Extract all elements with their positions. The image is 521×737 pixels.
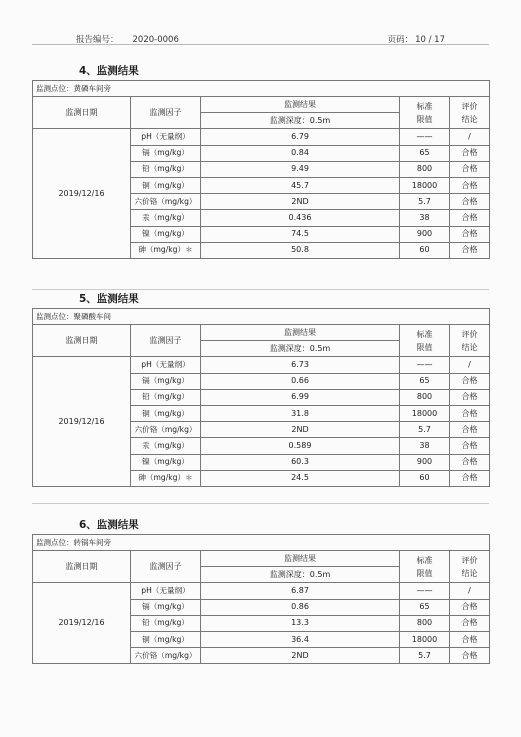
- monitoring-point: 监测点位：黄磷车间旁: [33, 81, 490, 97]
- factor-cell: 铜（mg/kg）: [131, 405, 201, 421]
- monitoring-section: [32, 519, 489, 664]
- factor-cell: 汞（mg/kg）: [131, 438, 201, 454]
- standard-cell: 900: [400, 454, 450, 470]
- report-number-label: 报告编号：: [76, 35, 119, 45]
- result-cell: 6.79: [201, 129, 400, 145]
- table-row: [33, 583, 490, 599]
- result-cell: 6.99: [201, 389, 400, 405]
- evaluation-cell: 合格: [450, 145, 490, 161]
- section-title: 5、监测结果: [79, 293, 139, 305]
- standard-cell: 800: [400, 615, 450, 631]
- factor-cell: 汞（mg/kg）: [131, 210, 201, 226]
- evaluation-cell: 合格: [450, 422, 490, 438]
- section-divider: [32, 503, 489, 504]
- col-header-standard: [400, 551, 450, 583]
- col-header-result: 监测结果: [201, 325, 400, 341]
- result-cell: 9.49: [201, 161, 400, 177]
- factor-cell: 镍（mg/kg）: [131, 454, 201, 470]
- evaluation-cell: 合格: [450, 599, 490, 615]
- result-cell: 0.84: [201, 145, 400, 161]
- standard-label-line1: 标准: [416, 329, 433, 339]
- evaluation-cell: 合格: [450, 194, 490, 210]
- monitoring-section: [32, 65, 489, 259]
- date-cell: 2019/12/16: [33, 357, 131, 487]
- factor-cell: 镉（mg/kg）: [131, 599, 201, 615]
- factor-cell: pH（无量纲）: [131, 583, 201, 599]
- col-header-standard: [400, 325, 450, 357]
- col-header-factor: 监测因子: [131, 97, 201, 129]
- result-cell: 0.86: [201, 599, 400, 615]
- result-cell: 24.5: [201, 470, 400, 486]
- standard-cell: 60: [400, 470, 450, 486]
- standard-cell: 18000: [400, 631, 450, 647]
- table-header-row: [33, 97, 490, 113]
- standard-cell: 65: [400, 145, 450, 161]
- col-header-depth: 监测深度：0.5m: [201, 113, 400, 129]
- standard-label-line2: 限值: [416, 568, 433, 578]
- standard-label-line2: 限值: [416, 342, 433, 352]
- evaluation-cell: 合格: [450, 648, 490, 664]
- evaluation-cell: 合格: [450, 470, 490, 486]
- monitoring-point: 监测点位：转锅车间旁: [33, 535, 490, 551]
- col-header-factor: 监测因子: [131, 325, 201, 357]
- standard-label-line1: 标准: [416, 555, 433, 565]
- monitoring-point-row: [33, 81, 490, 97]
- col-header-result: 监测结果: [201, 551, 400, 567]
- evaluation-label-line1: 评价: [461, 101, 478, 111]
- table-row: [33, 357, 490, 373]
- header-divider: [32, 44, 489, 45]
- factor-cell: 铅（mg/kg）: [131, 389, 201, 405]
- page-number-label: 页码：: [387, 35, 414, 45]
- monitoring-point: 监测点位：聚磷酸车间: [33, 309, 490, 325]
- result-cell: 31.8: [201, 405, 400, 421]
- factor-cell: 砷（mg/kg）＊: [131, 242, 201, 258]
- standard-cell: 18000: [400, 177, 450, 193]
- evaluation-cell: 合格: [450, 405, 490, 421]
- result-cell: 36.4: [201, 631, 400, 647]
- col-header-date: 监测日期: [33, 97, 131, 129]
- result-cell: 0.436: [201, 210, 400, 226]
- evaluation-label-line2: 结论: [461, 114, 478, 124]
- standard-cell: 5.7: [400, 422, 450, 438]
- evaluation-cell: 合格: [450, 210, 490, 226]
- evaluation-label-line1: 评价: [461, 329, 478, 339]
- standard-cell: 65: [400, 373, 450, 389]
- evaluation-label-line2: 结论: [461, 342, 478, 352]
- factor-cell: 镉（mg/kg）: [131, 373, 201, 389]
- evaluation-cell: 合格: [450, 438, 490, 454]
- section-title: 4、监测结果: [79, 65, 139, 77]
- result-cell: 0.66: [201, 373, 400, 389]
- evaluation-cell: /: [450, 583, 490, 599]
- table-row: [33, 129, 490, 145]
- result-cell: 2ND: [201, 422, 400, 438]
- factor-cell: 镍（mg/kg）: [131, 226, 201, 242]
- monitoring-section: [32, 293, 489, 487]
- result-cell: 50.8: [201, 242, 400, 258]
- col-header-date: 监测日期: [33, 325, 131, 357]
- factor-cell: 铜（mg/kg）: [131, 631, 201, 647]
- evaluation-cell: 合格: [450, 615, 490, 631]
- standard-label-line1: 标准: [416, 101, 433, 111]
- date-cell: 2019/12/16: [33, 583, 131, 664]
- col-header-date: 监测日期: [33, 551, 131, 583]
- result-cell: 2ND: [201, 648, 400, 664]
- evaluation-cell: 合格: [450, 161, 490, 177]
- section-title: 6、监测结果: [79, 519, 139, 531]
- factor-cell: 六价铬（mg/kg）: [131, 422, 201, 438]
- result-cell: 2ND: [201, 194, 400, 210]
- standard-cell: 38: [400, 438, 450, 454]
- standard-cell: ——: [400, 357, 450, 373]
- col-header-factor: 监测因子: [131, 551, 201, 583]
- col-header-depth: 监测深度：0.5m: [201, 567, 400, 583]
- evaluation-cell: /: [450, 129, 490, 145]
- date-cell: 2019/12/16: [33, 129, 131, 259]
- col-header-evaluation: [450, 325, 490, 357]
- standard-cell: 38: [400, 210, 450, 226]
- evaluation-cell: /: [450, 357, 490, 373]
- evaluation-label-line1: 评价: [461, 555, 478, 565]
- results-table: [32, 80, 490, 259]
- factor-cell: 砷（mg/kg）＊: [131, 470, 201, 486]
- standard-cell: 65: [400, 599, 450, 615]
- results-table: [32, 534, 490, 664]
- standard-cell: 18000: [400, 405, 450, 421]
- standard-label-line2: 限值: [416, 114, 433, 124]
- factor-cell: pH（无量纲）: [131, 129, 201, 145]
- col-header-result: 监测结果: [201, 97, 400, 113]
- evaluation-cell: 合格: [450, 389, 490, 405]
- standard-cell: 800: [400, 161, 450, 177]
- result-cell: 13.3: [201, 615, 400, 631]
- standard-cell: 800: [400, 389, 450, 405]
- evaluation-cell: 合格: [450, 373, 490, 389]
- factor-cell: 铅（mg/kg）: [131, 161, 201, 177]
- result-cell: 60.3: [201, 454, 400, 470]
- factor-cell: 六价铬（mg/kg）: [131, 194, 201, 210]
- factor-cell: 镉（mg/kg）: [131, 145, 201, 161]
- monitoring-point-row: [33, 309, 490, 325]
- factor-cell: 六价铬（mg/kg）: [131, 648, 201, 664]
- evaluation-cell: 合格: [450, 177, 490, 193]
- evaluation-cell: 合格: [450, 226, 490, 242]
- factor-cell: 铅（mg/kg）: [131, 615, 201, 631]
- standard-cell: ——: [400, 583, 450, 599]
- result-cell: 6.87: [201, 583, 400, 599]
- standard-cell: 5.7: [400, 194, 450, 210]
- result-cell: 0.589: [201, 438, 400, 454]
- result-cell: 74.5: [201, 226, 400, 242]
- standard-cell: ——: [400, 129, 450, 145]
- table-header-row: [33, 325, 490, 341]
- result-cell: 45.7: [201, 177, 400, 193]
- results-table: [32, 308, 490, 487]
- evaluation-cell: 合格: [450, 631, 490, 647]
- col-header-depth: 监测深度：0.5m: [201, 341, 400, 357]
- factor-cell: 铜（mg/kg）: [131, 177, 201, 193]
- report-number-value: 2020-0006: [132, 35, 179, 45]
- evaluation-label-line2: 结论: [461, 568, 478, 578]
- section-divider: [32, 289, 489, 290]
- col-header-standard: [400, 97, 450, 129]
- factor-cell: pH（无量纲）: [131, 357, 201, 373]
- page-number-value: 10 / 17: [415, 35, 445, 45]
- standard-cell: 900: [400, 226, 450, 242]
- col-header-evaluation: [450, 97, 490, 129]
- evaluation-cell: 合格: [450, 242, 490, 258]
- monitoring-point-row: [33, 535, 490, 551]
- col-header-evaluation: [450, 551, 490, 583]
- result-cell: 6.73: [201, 357, 400, 373]
- evaluation-cell: 合格: [450, 454, 490, 470]
- table-header-row: [33, 551, 490, 567]
- standard-cell: 5.7: [400, 648, 450, 664]
- standard-cell: 60: [400, 242, 450, 258]
